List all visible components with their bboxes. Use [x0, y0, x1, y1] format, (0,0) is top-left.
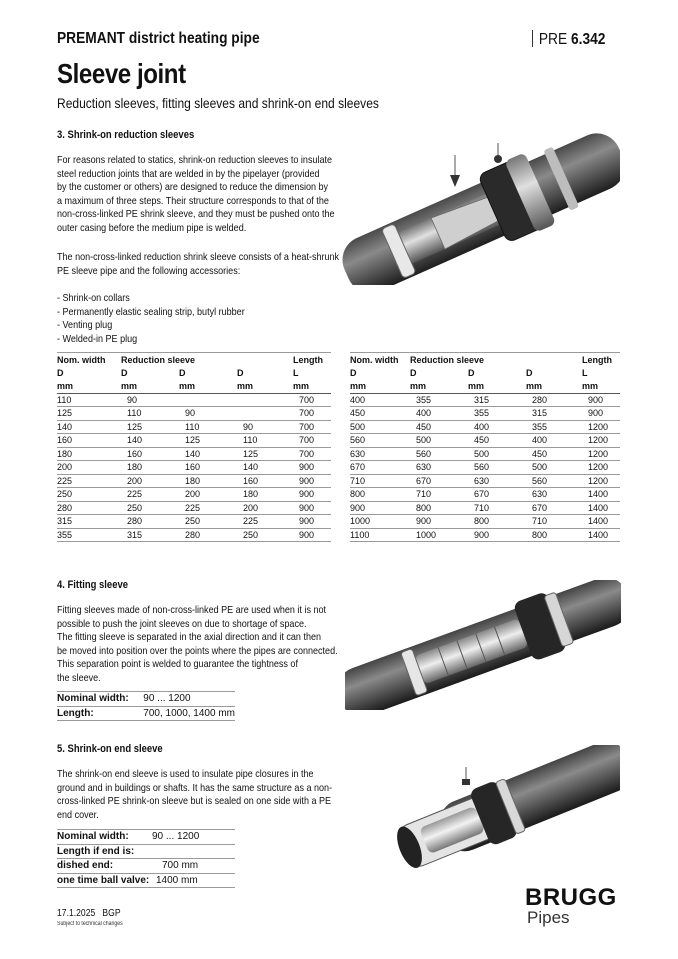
table-row — [350, 447, 620, 461]
spec-value: 1400 mm — [152, 873, 235, 888]
brand-logo-name: BRUGG — [525, 884, 617, 911]
table-row — [57, 528, 331, 542]
table-cell: 140 — [179, 447, 237, 461]
table-cell: 400 — [468, 420, 526, 434]
table-cell — [179, 393, 237, 407]
table-cell: 225 — [57, 474, 121, 488]
table-row — [350, 434, 620, 448]
symbol-d: D — [526, 367, 533, 378]
table-cell: 250 — [121, 501, 179, 515]
table-cell: 180 — [121, 461, 179, 475]
table-cell: 450 — [350, 407, 410, 421]
section3-accessory-list — [57, 292, 275, 346]
table-cell: 710 — [526, 515, 582, 529]
paragraph-line: non-cross-linked PE shrink sleeve, and they must be pushed onto the — [57, 208, 335, 220]
table-cell: 800 — [468, 515, 526, 529]
table-row — [350, 488, 620, 502]
table-symbol-row — [350, 366, 620, 380]
col-length: Length — [293, 353, 331, 367]
paragraph-line: The shrink-on end sleeve is used to insulate pipe closures in the — [57, 768, 314, 780]
unit-mm: mm — [179, 380, 237, 394]
paragraph-line: possible to push the joint sleeves on due to shortage of space. — [57, 617, 307, 630]
table-cell: 250 — [57, 488, 121, 502]
paragraph-line: The fitting sleeve is separated in the axial direction and it can then — [57, 631, 322, 643]
table-unit-row — [350, 380, 620, 394]
table-cell: 250 — [237, 528, 293, 542]
table-row — [350, 420, 620, 434]
table-cell: 900 — [293, 461, 331, 475]
paragraph-line: outer casing before the medium pipe is welded. — [57, 221, 247, 234]
col-nom-width: Nom. width — [350, 353, 410, 367]
table-cell: 90 — [179, 407, 237, 421]
table-cell: 500 — [468, 447, 526, 461]
accessory-item: - Welded-in PE plug — [57, 332, 138, 345]
table-cell: 500 — [410, 434, 468, 448]
section3-paragraph-2 — [57, 251, 385, 278]
venting-plug-icon — [450, 175, 460, 187]
table-cell: 900 — [293, 515, 331, 529]
table-cell: 700 — [293, 393, 331, 407]
col-reduction-sleeve: Reduction sleeve — [121, 353, 293, 367]
paragraph-line: a maximum of three steps. Their structure corresponds to that of the — [57, 194, 329, 207]
table-cell: 670 — [468, 488, 526, 502]
table-cell: 280 — [526, 393, 582, 407]
table-cell: 180 — [179, 474, 237, 488]
symbol-d: D — [179, 367, 186, 378]
spec-row — [57, 859, 235, 874]
table-cell: 1400 — [582, 515, 620, 529]
symbol-d: D — [350, 367, 357, 378]
table-symbol-row — [57, 366, 331, 380]
spec-row — [57, 692, 235, 707]
table-cell: 700 — [293, 420, 331, 434]
table-row — [57, 474, 331, 488]
spec-row — [57, 873, 235, 888]
table-cell: 400 — [410, 407, 468, 421]
paragraph-line: Fitting sleeves made of non-cross-linked PE are used when it is not — [57, 604, 327, 616]
table-cell: 630 — [350, 447, 410, 461]
table-cell: 180 — [237, 488, 293, 502]
table-cell: 90 — [237, 420, 293, 434]
table-cell: 1100 — [350, 528, 410, 542]
col-nom-width: Nom. width — [57, 353, 121, 367]
table-cell: 225 — [237, 515, 293, 529]
table-cell: 225 — [121, 488, 179, 502]
table-cell: 710 — [468, 501, 526, 515]
section4-heading: 4. Fitting sleeve — [57, 579, 128, 591]
table-row — [57, 447, 331, 461]
table-cell: 670 — [410, 474, 468, 488]
table-cell: 400 — [526, 434, 582, 448]
paragraph-line: end cover. — [57, 808, 99, 821]
symbol-l: L — [293, 367, 299, 378]
table-row — [57, 488, 331, 502]
spec-label: dished end: — [57, 859, 152, 874]
table-cell: 900 — [468, 528, 526, 542]
page-subtitle: Reduction sleeves, fitting sleeves and shrink-on end sleeves — [57, 95, 379, 111]
table-cell: 90 — [121, 393, 179, 407]
spec-label: Nominal width: — [57, 692, 143, 707]
reduction-sleeve-illustration — [340, 125, 620, 285]
spec-value: 90 ... 1200 — [152, 830, 235, 845]
table-cell: 160 — [57, 434, 121, 448]
table-row — [350, 407, 620, 421]
col-length: Length — [582, 353, 620, 367]
fitting-sleeve-spec-table — [57, 691, 235, 721]
table-cell: 355 — [468, 407, 526, 421]
welded-plug-icon — [494, 155, 502, 163]
table-cell: 140 — [57, 420, 121, 434]
table-cell — [237, 407, 293, 421]
table-row — [350, 461, 620, 475]
doc-number-value: 6.342 — [571, 31, 606, 48]
table-cell: 125 — [237, 447, 293, 461]
paragraph-line: be moved into position over the points where the pipes are connected. — [57, 644, 338, 657]
spec-value: 700 mm — [152, 859, 235, 874]
paragraph-line: For reasons related to statics, shrink-on reduction sleeves to insulate — [57, 154, 333, 166]
table-cell: 280 — [179, 528, 237, 542]
table-cell: 355 — [410, 393, 468, 407]
spec-value — [152, 844, 235, 859]
table-cell: 355 — [526, 420, 582, 434]
unit-mm: mm — [121, 380, 179, 394]
table-row — [57, 407, 331, 421]
table-cell: 1200 — [582, 447, 620, 461]
paragraph-line: PE sleeve pipe and the following accessories: — [57, 264, 241, 277]
table-cell: 140 — [121, 434, 179, 448]
section5-heading: 5. Shrink-on end sleeve — [57, 743, 163, 755]
reduction-table-left — [57, 352, 331, 542]
table-cell: 1400 — [582, 488, 620, 502]
table-cell: 450 — [526, 447, 582, 461]
spec-value: 90 ... 1200 — [143, 692, 235, 707]
table-cell: 700 — [293, 447, 331, 461]
spec-label: Nominal width: — [57, 830, 152, 845]
table-cell: 315 — [121, 528, 179, 542]
table-cell: 200 — [57, 461, 121, 475]
unit-mm: mm — [57, 380, 121, 394]
table-row — [350, 515, 620, 529]
table-cell: 900 — [582, 393, 620, 407]
table-cell: 1000 — [410, 528, 468, 542]
footer-note: Subject to technical changes — [57, 921, 123, 927]
table-row — [350, 501, 620, 515]
table-cell: 140 — [237, 461, 293, 475]
symbol-d: D — [237, 367, 244, 378]
table-cell: 160 — [237, 474, 293, 488]
venting-plug-icon — [462, 779, 470, 785]
table-cell: 160 — [179, 461, 237, 475]
table-cell: 250 — [179, 515, 237, 529]
table-cell: 560 — [350, 434, 410, 448]
table-cell: 670 — [526, 501, 582, 515]
table-cell: 560 — [468, 461, 526, 475]
reduction-table-right — [350, 352, 620, 542]
table-cell: 560 — [410, 447, 468, 461]
section4-paragraph — [57, 604, 383, 685]
table-cell: 900 — [582, 407, 620, 421]
table-cell: 560 — [526, 474, 582, 488]
table-row — [57, 393, 331, 407]
table-cell: 200 — [121, 474, 179, 488]
table-cell: 710 — [410, 488, 468, 502]
paragraph-line: This separation point is welded to guarantee the tightness of — [57, 658, 298, 670]
table-cell: 225 — [179, 501, 237, 515]
table-cell: 1200 — [582, 461, 620, 475]
table-cell: 1200 — [582, 434, 620, 448]
table-row — [57, 420, 331, 434]
accessory-item: - Permanently elastic sealing strip, butyl rubber — [57, 305, 245, 318]
unit-mm: mm — [582, 380, 620, 394]
table-cell: 400 — [350, 393, 410, 407]
table-cell: 315 — [57, 515, 121, 529]
page-title: Sleeve joint — [57, 58, 186, 89]
section3-heading: 3. Shrink-on reduction sleeves — [57, 129, 195, 141]
table-cell: 315 — [526, 407, 582, 421]
symbol-d: D — [121, 367, 128, 378]
table-cell: 500 — [526, 461, 582, 475]
doc-prefix: PRE — [538, 31, 568, 48]
table-cell: 125 — [179, 434, 237, 448]
spec-value: 700, 1000, 1400 mm — [143, 707, 235, 719]
unit-mm: mm — [410, 380, 468, 394]
accessory-item: - Venting plug — [57, 319, 113, 331]
table-cell: 450 — [410, 420, 468, 434]
table-row — [57, 515, 331, 529]
col-reduction-sleeve: Reduction sleeve — [410, 353, 582, 367]
table-cell: 160 — [121, 447, 179, 461]
table-cell: 670 — [350, 461, 410, 475]
paragraph-line: ground and in buildings or shafts. It has the same structure as a non- — [57, 781, 333, 794]
table-cell: 315 — [468, 393, 526, 407]
unit-mm: mm — [350, 380, 410, 394]
table-row — [57, 501, 331, 515]
table-cell: 800 — [526, 528, 582, 542]
table-cell: 110 — [57, 393, 121, 407]
section3-paragraph-1 — [57, 154, 380, 235]
symbol-d: D — [468, 367, 475, 378]
table-cell: 630 — [526, 488, 582, 502]
table-cell: 1200 — [582, 474, 620, 488]
paragraph-line: by the customer or others) are designed to reduce the dimension by — [57, 181, 329, 193]
table-cell: 700 — [293, 434, 331, 448]
header-divider — [532, 30, 533, 47]
document-number — [532, 30, 617, 49]
table-row — [350, 474, 620, 488]
table-cell — [237, 393, 293, 407]
unit-mm: mm — [526, 380, 582, 394]
spec-row — [57, 830, 235, 845]
spec-label: Length if end is: — [57, 844, 152, 859]
table-row — [57, 434, 331, 448]
spec-label: one time ball valve: — [57, 873, 152, 888]
spec-row — [57, 844, 235, 859]
table-cell: 700 — [293, 407, 331, 421]
table-cell: 630 — [410, 461, 468, 475]
table-row — [350, 528, 620, 542]
symbol-d: D — [57, 367, 64, 378]
footer-date: 17.1.2025 BGP — [57, 908, 121, 919]
symbol-d: D — [410, 367, 417, 378]
unit-mm: mm — [468, 380, 526, 394]
table-cell: 280 — [121, 515, 179, 529]
table-row — [57, 461, 331, 475]
table-cell: 900 — [293, 528, 331, 542]
accessory-item: - Shrink-on collars — [57, 292, 130, 304]
table-cell: 800 — [350, 488, 410, 502]
table-unit-row — [57, 380, 331, 394]
table-cell: 500 — [350, 420, 410, 434]
table-cell: 125 — [57, 407, 121, 421]
unit-mm: mm — [293, 380, 331, 394]
section5-paragraph — [57, 768, 377, 822]
table-cell: 630 — [468, 474, 526, 488]
table-cell: 1200 — [582, 420, 620, 434]
table-cell: 1400 — [582, 501, 620, 515]
table-cell: 180 — [57, 447, 121, 461]
table-cell: 110 — [179, 420, 237, 434]
table-cell: 450 — [468, 434, 526, 448]
fitting-sleeve-illustration — [345, 580, 621, 710]
table-cell: 900 — [293, 488, 331, 502]
table-cell: 800 — [410, 501, 468, 515]
table-cell: 125 — [121, 420, 179, 434]
table-cell: 1000 — [350, 515, 410, 529]
paragraph-line: The non-cross-linked reduction shrink sleeve consists of a heat-shrunk — [57, 251, 340, 263]
table-cell: 900 — [293, 474, 331, 488]
spec-label: Length: — [57, 706, 143, 721]
paragraph-line: the sleeve. — [57, 671, 101, 684]
end-sleeve-spec-table — [57, 829, 235, 888]
table-cell: 355 — [57, 528, 121, 542]
table-cell: 280 — [57, 501, 121, 515]
table-cell: 710 — [350, 474, 410, 488]
unit-mm: mm — [237, 380, 293, 394]
symbol-l: L — [582, 367, 588, 378]
table-cell: 200 — [237, 501, 293, 515]
document-header-product: PREMANT district heating pipe — [57, 30, 260, 47]
table-cell: 900 — [293, 501, 331, 515]
paragraph-line: cross-linked PE shrink-on sleeve but is sealed on one side with a PE — [57, 795, 332, 807]
table-cell: 110 — [237, 434, 293, 448]
spec-row — [57, 706, 235, 721]
end-sleeve-illustration — [380, 745, 620, 875]
table-cell: 900 — [350, 501, 410, 515]
table-cell: 200 — [179, 488, 237, 502]
table-header-row — [350, 353, 620, 367]
table-cell: 900 — [410, 515, 468, 529]
brand-logo-sub: Pipes — [527, 908, 570, 927]
table-header-row — [57, 353, 331, 367]
table-cell: 110 — [121, 407, 179, 421]
table-row — [350, 393, 620, 407]
table-cell: 1400 — [582, 528, 620, 542]
paragraph-line: steel reduction joints that are welded in by the pipelayer (provided — [57, 167, 320, 180]
